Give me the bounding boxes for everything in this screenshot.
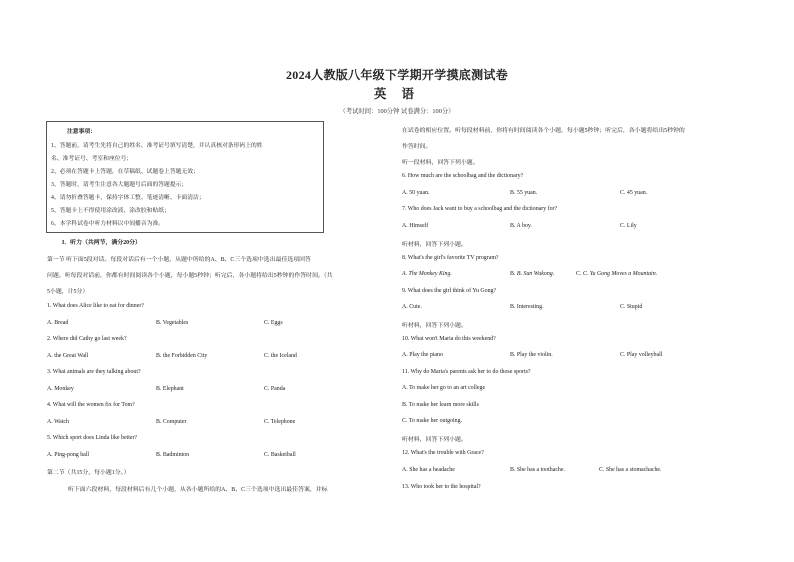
option-b-label: B. xyxy=(510,271,517,277)
notice-box xyxy=(46,121,324,233)
option-c: C. Basketball xyxy=(264,452,296,458)
part1-intro-line: 问题。听每段对话前，你都有时间阅读各个小题，每小题5秒钟；听完后，各小题将给出5秒钟的作答时间。（共 xyxy=(47,273,333,279)
option-c: C. Play volleyball xyxy=(620,352,663,358)
option-a: A. Ping-pong ball xyxy=(47,452,90,458)
question-text: 4. What will the women fix for Tom? xyxy=(47,402,135,408)
option-b: B. Badminton xyxy=(156,452,190,458)
option-c xyxy=(576,271,657,277)
notice-line: 1、答题前，请考生先将自己的姓名、准考证号填写清楚，并认真核对条形码上的姓 xyxy=(51,143,263,149)
question-text: 2. Where did Cathy go last week? xyxy=(47,336,127,342)
question-text: 1. What does Alice like to eat for dinner? xyxy=(47,303,144,309)
option-b: B. the Forbidden City xyxy=(156,353,208,359)
question-text: 11. Why do Maria's parents ask her to do those sports? xyxy=(402,369,531,375)
option-a: A. Play the piano xyxy=(402,352,443,358)
option-b xyxy=(510,271,554,277)
option-b: B. Elephant xyxy=(156,386,184,392)
part2-intro-cont: 作答时间。 xyxy=(402,144,432,150)
question-text: 12. What's the trouble with Grace? xyxy=(402,450,484,456)
listen-instruction: 听材料，回答下列小题。 xyxy=(402,437,467,443)
option-a: A. Himself xyxy=(402,223,429,229)
part1-intro-line: 5小题，计5分） xyxy=(47,289,89,295)
question-text: 7. Who does Jack want to buy a schoolbag and the dictionary for? xyxy=(402,206,558,212)
option-b: B. Computer xyxy=(156,419,187,425)
option-c: C. Telephone xyxy=(264,419,296,425)
option-c-text: C. Yu Gong Moves a Mountain. xyxy=(582,271,658,277)
option-a: A. Cute. xyxy=(402,304,422,310)
question-text: 6. How much are the schoolbag and the dictionary? xyxy=(402,173,524,179)
option-b: B. Play the violin. xyxy=(510,352,553,358)
option-b-text: B. Sun Wukong. xyxy=(516,271,555,277)
notice-line: 4、请勿折叠答题卡，保持字体工整、笔迹清晰、卡面清洁； xyxy=(51,195,205,201)
option-b: B. She has a toothache. xyxy=(510,467,565,473)
question-text: 5. Which sport does Linda like better? xyxy=(47,435,138,441)
option-c: C. To make her outgoing. xyxy=(402,418,463,424)
question-text: 9. What does the girl think of Yu Gong? xyxy=(402,288,497,294)
question-text: 8. What's the girl's favorite TV program? xyxy=(402,255,499,261)
exam-info: （考试时间：100分钟 试卷满分：100分） xyxy=(339,108,455,115)
option-c-label: C. xyxy=(576,271,583,277)
subject-title: 英 语 xyxy=(373,87,421,101)
option-b: B. 55 yuan. xyxy=(510,190,538,196)
listen-instruction: 听材料，回答下列小题。 xyxy=(402,323,467,329)
question-text: 3. What animals are they talking about? xyxy=(47,369,141,375)
option-c: C. Stupid xyxy=(620,304,643,310)
option-a: A. the Great Wall xyxy=(47,353,89,359)
option-c: C. the Iceland xyxy=(264,353,297,359)
notice-line: 6、本学科试卷中听力材料以中间播音为准。 xyxy=(51,221,165,227)
listen-instruction: 听一段材料，回答下列小题。 xyxy=(402,160,479,166)
notice-line: 5、答题卡上不得使用涂改液、涂改胶和贴纸； xyxy=(51,208,170,214)
option-b: B. Interesting. xyxy=(510,304,544,310)
option-c: C. She has a stomachache. xyxy=(599,467,662,473)
option-a: A. 50 yuan. xyxy=(402,190,430,196)
option-c: C. Lily xyxy=(620,223,637,229)
option-b: B. A boy. xyxy=(510,223,532,229)
question-text: 13. Who took her to the hospital? xyxy=(402,484,481,490)
notice-line: 名、准考证号、考室和座位号； xyxy=(51,156,133,162)
notice-heading: 注意事项： xyxy=(67,129,96,135)
option-c: C. 45 yuan. xyxy=(620,190,648,196)
part1-intro-line: 第一节 听下面5段对话。每段对话后有一个小题，从题中所给的A、B、C三个选项中选出最佳选项回答 xyxy=(47,257,311,263)
option-a: A. She has a headache xyxy=(402,467,455,473)
option-b: B. Vegetables xyxy=(156,320,189,326)
option-a: A. Monkey xyxy=(47,386,74,392)
option-b: B. To make her learn more skills xyxy=(402,402,479,408)
page-title: 2024人教版八年级下学期开学摸底测试卷 xyxy=(285,68,508,82)
listen-instruction: 听材料，回答下列小题。 xyxy=(402,242,467,248)
section-title: I．听力（共两节，满分20分） xyxy=(62,240,141,246)
notice-line: 2、必须在答题卡上答题，在草稿纸、试题卷上答题无效； xyxy=(51,169,199,175)
option-a: A. Bread xyxy=(47,320,69,326)
part2-intro: 听下面六段材料，每段材料后有几个小题，从各小题所给的A、B、C三个选项中选出最佳答案，并标 xyxy=(68,487,328,493)
option-a: A. Watch xyxy=(47,419,69,425)
part2-intro-cont: 在试卷的相应位置。听每段材料前，你将有时间阅读各个小题，每小题5秒钟；听完后，各小题将给出5秒钟的 xyxy=(402,128,685,134)
option-a: A. The Monkey King. xyxy=(402,271,452,277)
part2-title: 第二节（共15分，每小题1分。） xyxy=(47,470,130,476)
option-a: A. To make her go to an art college xyxy=(402,385,486,391)
option-c: C. Eggs xyxy=(264,320,283,326)
question-text: 10. What won't Maria do this weekend? xyxy=(402,336,496,342)
option-c: C. Panda xyxy=(264,386,286,392)
notice-line: 3、答题时，请考生注意各大题题号后面的答题提示； xyxy=(51,182,188,188)
